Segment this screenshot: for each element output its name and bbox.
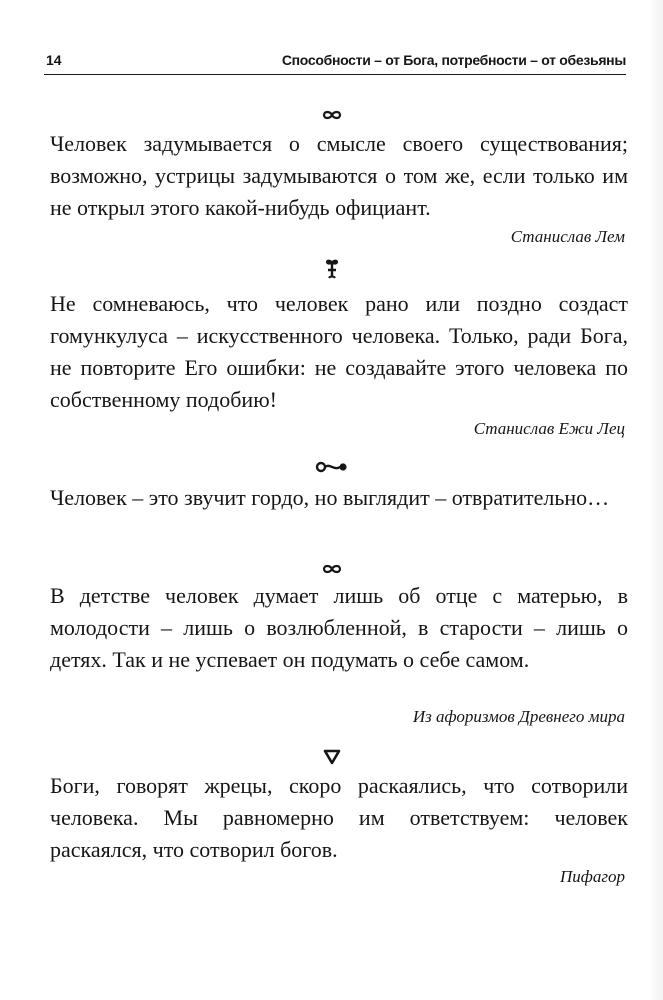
aphorism-text-3: Человек – это звучит гордо, но выглядит – отвратительно… [50,485,610,510]
running-header [44,48,626,75]
aphorism-text-2: Не сомневаюсь, что человек рано или поздно создаст гомункулуса – искусственного человека. Только, ради Бога, не повторите Его ошибки: не создавайте этого человека по собственному подобию! [50,291,628,412]
aphorism-text-4: В детстве человек думает лишь об отце с матерью, в молодости – лишь о возлюбленной, в старости – лишь о детях. Так и не успевает он подумать о себе самом. [50,583,628,672]
ornament-triangle-icon [323,749,341,765]
aphorism-author-5: Пифагор [560,867,625,886]
page-fold-shadow [649,0,663,1000]
aphorism-text-1: Человек задумывается о смысле своего существования; возможно, устрицы задумываются о том же, если только им не открыл этого какой-нибудь официант. [50,131,628,220]
aphorism-author-2: Станислав Ежи Лец [473,419,625,438]
aphorism-author-1: Станислав Лем [510,227,625,246]
page-number: 14 [46,52,62,68]
aphorism-author-4: Из афоризмов Древнего мира [412,707,625,726]
running-title: Способности – от Бога, потребности – от обезьяны [281,52,626,68]
ornament-scroll-icon [315,460,349,474]
aphorism-text-5: Боги, говорят жрецы, скоро раскаялись, что сотворили человека. Мы равномерно им ответствуем: человек раскаялся, что сотворил богов. [50,773,628,862]
ornament-loop-icon [321,108,343,122]
ornament-loop-icon [321,562,343,576]
ornament-fleuron-icon [322,257,342,281]
